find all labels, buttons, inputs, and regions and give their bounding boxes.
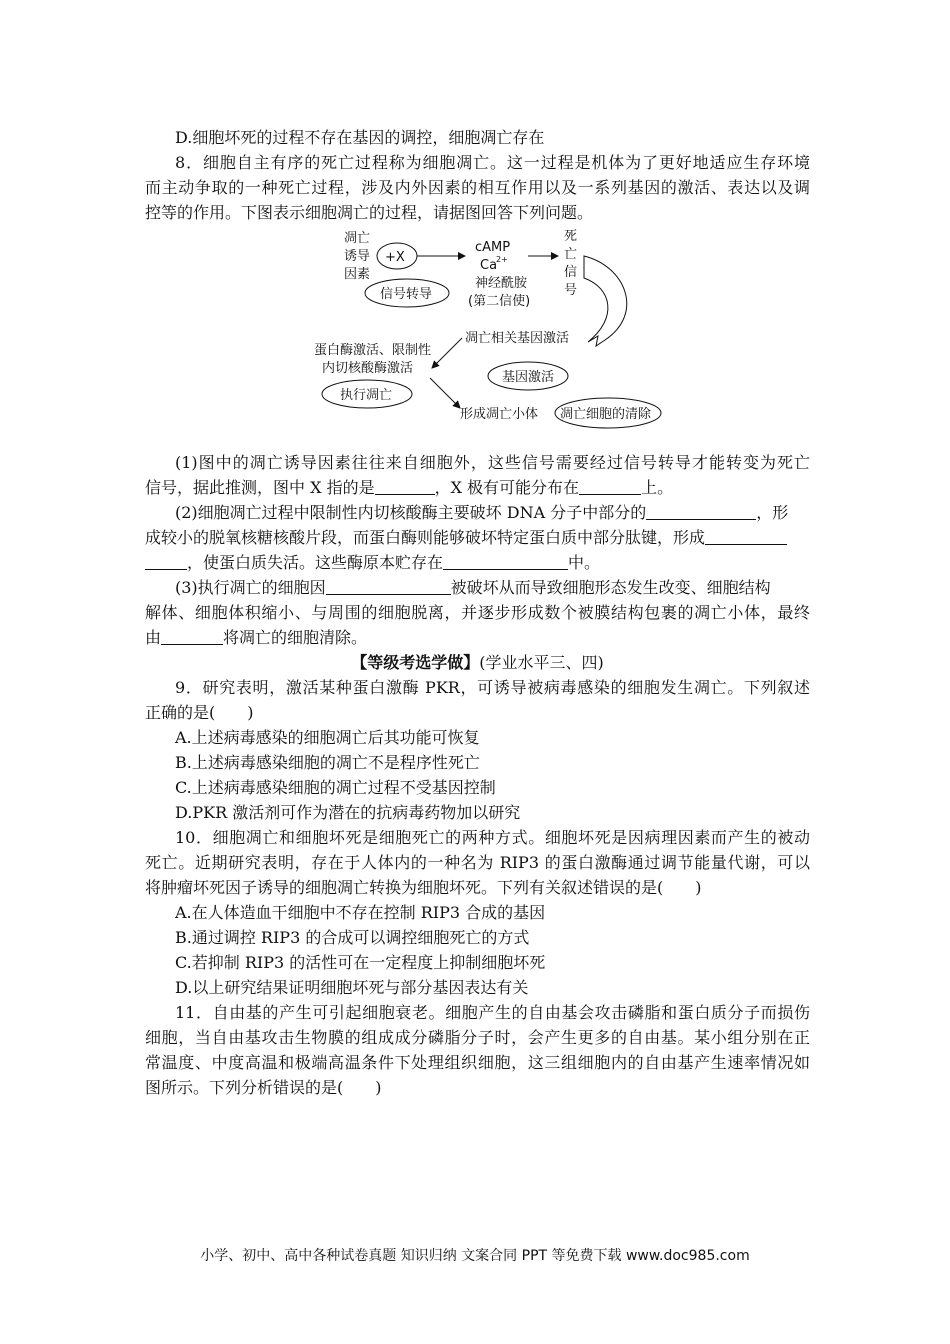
- death-signal-text-4: 号: [564, 283, 578, 298]
- plus-x-text: +X: [385, 250, 405, 265]
- page-footer: 小学、初中、高中各种试卷真题 知识归纳 文案合同 PPT 等免费下载 www.doc985.com: [200, 1248, 750, 1264]
- death-signal-text-1: 死: [564, 229, 578, 244]
- apoptosis-process-diagram: [300, 218, 700, 438]
- q9-stem-line1: 9．研究表明，激活某种蛋白激酶 PKR，可诱导被病毒感染的细胞发生凋亡。下列叙述: [175, 678, 810, 697]
- arrow-to-protease: [432, 338, 462, 368]
- q9-option-a: A.上述病毒感染的细胞凋亡后其功能可恢复: [175, 728, 480, 747]
- arrow-to-apoptotic-body: [430, 378, 460, 408]
- cell-clearance-text: 凋亡细胞的清除: [560, 407, 652, 422]
- answer-blank-product-cont[interactable]: [145, 553, 187, 570]
- q11-stem-line2: 细胞，当自由基攻击生物膜的组成成分磷脂分子时，会产生更多的自由基。某小组分别在正: [145, 1028, 810, 1047]
- q10-option-b: B.通过调控 RIP3 的合成可以调控细胞死亡的方式: [175, 928, 530, 947]
- q10-option-a: A.在人体造血干细胞中不存在控制 RIP3 合成的基因: [175, 903, 546, 922]
- ca-text: Ca: [480, 258, 498, 273]
- q9-option-d: D.PKR 激活剂可作为潜在的抗病毒药物加以研究: [175, 803, 521, 822]
- q8-1-line2: 信号，据此推测，图中 X 指的是 ，X 极有可能分布在 上。: [145, 478, 674, 497]
- q8-3-line1: (3)执行凋亡的细胞因 被破坏从而导致细胞形态发生改变、细胞结构: [175, 578, 771, 597]
- answer-blank-x-location[interactable]: [579, 478, 641, 495]
- induce-factor-text-1: 凋亡: [344, 231, 371, 246]
- induce-factor-text-2: 诱导: [344, 249, 371, 264]
- answer-blank-destroyed-structure[interactable]: [326, 578, 451, 595]
- q11-stem-line4: 图所示。下列分析错误的是( ): [145, 1078, 382, 1097]
- gene-activation-text: 基因激活: [502, 370, 555, 385]
- q11-stem-line3: 常温度、中度高温和极端高温条件下处理组织细胞，这三组细胞内的自由基产生速率情况如: [145, 1053, 810, 1072]
- q9-option-b: B.上述病毒感染细胞的凋亡不是程序性死亡: [175, 753, 480, 772]
- q11-stem-line1: 11．自由基的产生可引起细胞衰老。细胞产生的自由基会攻击磷脂和蛋白质分子而损伤: [175, 1003, 810, 1022]
- q8-3-line2: 解体、细胞体积缩小、与周围的细胞脱离，并逐步形成数个被膜结构包裹的凋亡小体，最终: [145, 603, 810, 622]
- gene-activation-label-text: 凋亡相关基因激活: [465, 331, 570, 346]
- q8-stem-line3: 控等的作用。下图表示细胞凋亡的过程，请据图回答下列问题。: [145, 203, 594, 222]
- answer-blank-product[interactable]: [705, 528, 787, 545]
- q8-2-line2: 成较小的脱氧核糖核酸片段，而蛋白酶则能够破坏特定蛋白质中部分肽键，形成: [145, 527, 810, 549]
- answer-blank-clearer[interactable]: [161, 628, 223, 645]
- curved-hollow-arrow: [584, 256, 627, 346]
- q10-stem-line3: 将肿瘤坏死因子诱导的细胞凋亡转换为细胞坏死。下列有关叙述错误的是( ): [145, 878, 702, 897]
- q10-option-c: C.若抑制 RIP3 的活性可在一定程度上抑制细胞坏死: [175, 953, 546, 972]
- q10-option-d: D.以上研究结果证明细胞坏死与部分基因表达有关: [175, 978, 529, 997]
- q8-1-line1: (1)图中的凋亡诱导因素往往来自细胞外，这些信号需要经过信号转导才能转变为死亡: [175, 453, 810, 472]
- form-apoptotic-body-text: 形成凋亡小体: [460, 407, 539, 422]
- q10-stem-line1: 10．细胞凋亡和细胞坏死是细胞死亡的两种方式。细胞坏死是因病理因素而产生的被动: [175, 828, 810, 847]
- q8-stem-line1: 8．细胞自主有序的死亡过程称为细胞凋亡。这一过程是机体为了更好地适应生存环境: [175, 153, 810, 172]
- section-heading: 【等级考选学做】(学业水平三、四): [351, 653, 604, 672]
- signal-transduction-text: 信号转导: [380, 287, 433, 302]
- q8-3-line3: 由 将凋亡的细胞清除。: [145, 628, 368, 647]
- execute-apoptosis-text: 执行凋亡: [340, 388, 393, 403]
- q9-stem-line2: 正确的是( ): [145, 703, 254, 722]
- camp-text: cAMP: [475, 240, 511, 255]
- answer-blank-enzyme-storage[interactable]: [443, 553, 568, 570]
- answer-blank-x[interactable]: [375, 478, 435, 495]
- answer-blank-dna-bond[interactable]: [646, 503, 756, 520]
- q8-stem-line2: 而主动争取的一种死亡过程，涉及内外因素的相互作用以及一系列基因的激活、表达以及调: [145, 178, 810, 197]
- q8-2-line3: ，使蛋白质失活。这些酶原本贮存在 中。: [145, 552, 810, 574]
- induce-factor-text-3: 因素: [344, 267, 371, 282]
- protease-text-1: 蛋白酶激活、限制性: [314, 343, 432, 358]
- death-signal-text-2: 亡: [564, 247, 578, 262]
- option-7d: D.细胞坏死的过程不存在基因的调控，细胞凋亡存在: [175, 128, 545, 147]
- second-messenger-text: (第二信使): [468, 294, 531, 309]
- q9-option-c: C.上述病毒感染细胞的凋亡过程不受基因控制: [175, 778, 496, 797]
- q8-2-line1: (2)细胞凋亡过程中限制性内切核酸酶主要破坏 DNA 分子中部分的 ，形: [175, 503, 789, 522]
- protease-text-2: 内切核酸酶激活: [322, 361, 414, 376]
- q10-stem-line2: 死亡。近期研究表明，存在于人体内的一种名为 RIP3 的蛋白激酶通过调节能量代谢，可以: [145, 853, 810, 872]
- ca-superscript: 2+: [496, 255, 508, 264]
- death-signal-text-3: 信: [564, 265, 578, 280]
- ceramide-text: 神经酰胺: [475, 276, 528, 291]
